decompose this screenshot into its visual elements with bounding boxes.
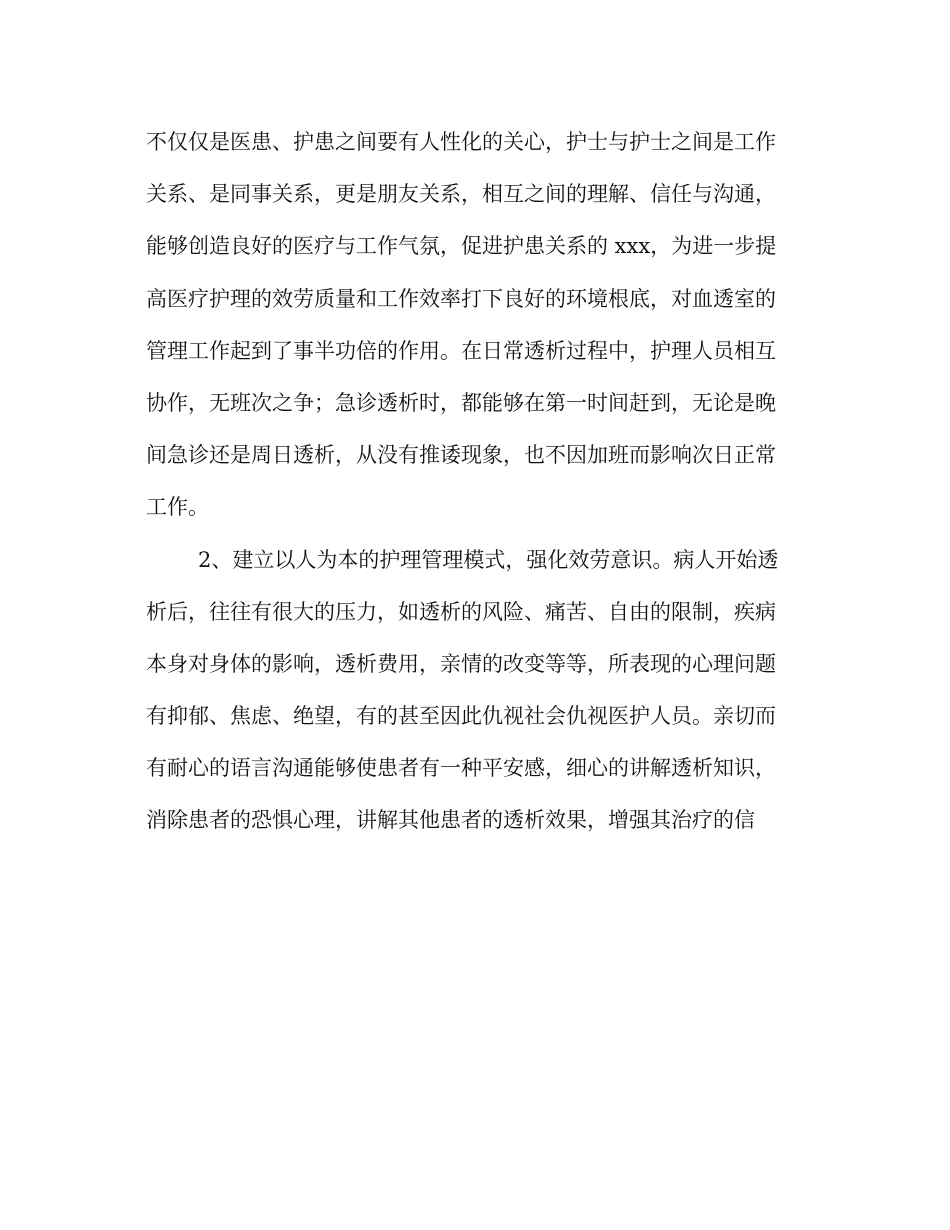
text-line: 能够创造良好的医疗与工作气氛，促进护患关系的 xxx，为进一步提: [146, 234, 777, 259]
text-line: 消除患者的恐惧心理，讲解其他患者的透析效果，增强其治疗的信: [146, 808, 755, 833]
text-line: 有抑郁、焦虑、绝望，有的甚至因此仇视社会仇视医护人员。亲切而: [146, 704, 776, 729]
text-line: 本身对身体的影响，透析费用，亲情的改变等等，所表现的心理问题: [146, 651, 776, 676]
text-line: 管理工作起到了事半功倍的作用。在日常透析过程中，护理人员相互: [146, 338, 776, 363]
text-line: 关系、是同事关系，更是朋友关系，相互之间的理解、信任与沟通，: [146, 182, 776, 207]
text-line: 高医疗护理的效劳质量和工作效率打下良好的环境根底，对血透室的: [146, 286, 776, 311]
text-line: 工作。: [146, 495, 209, 520]
paragraph-start-line: 2、建立以人为本的护理管理模式，强化效劳意识。病人开始透: [198, 547, 779, 572]
text-line: 间急诊还是周日透析，从没有推诿现象，也不因加班而影响次日正常: [146, 443, 776, 468]
text-line: 析后，往往有很大的压力，如透析的风险、痛苦、自由的限制，疾病: [146, 599, 776, 624]
text-line: 不仅仅是医患、护患之间要有人性化的关心，护士与护士之间是工作: [146, 130, 776, 154]
text-line: 有耐心的语言沟通能够使患者有一种平安感，细心的讲解透析知识，: [146, 756, 776, 781]
body-text: [146, 120, 806, 851]
text-line: 协作，无班次之争；急诊透析时，都能够在第一时间赶到，无论是晚: [146, 390, 776, 415]
